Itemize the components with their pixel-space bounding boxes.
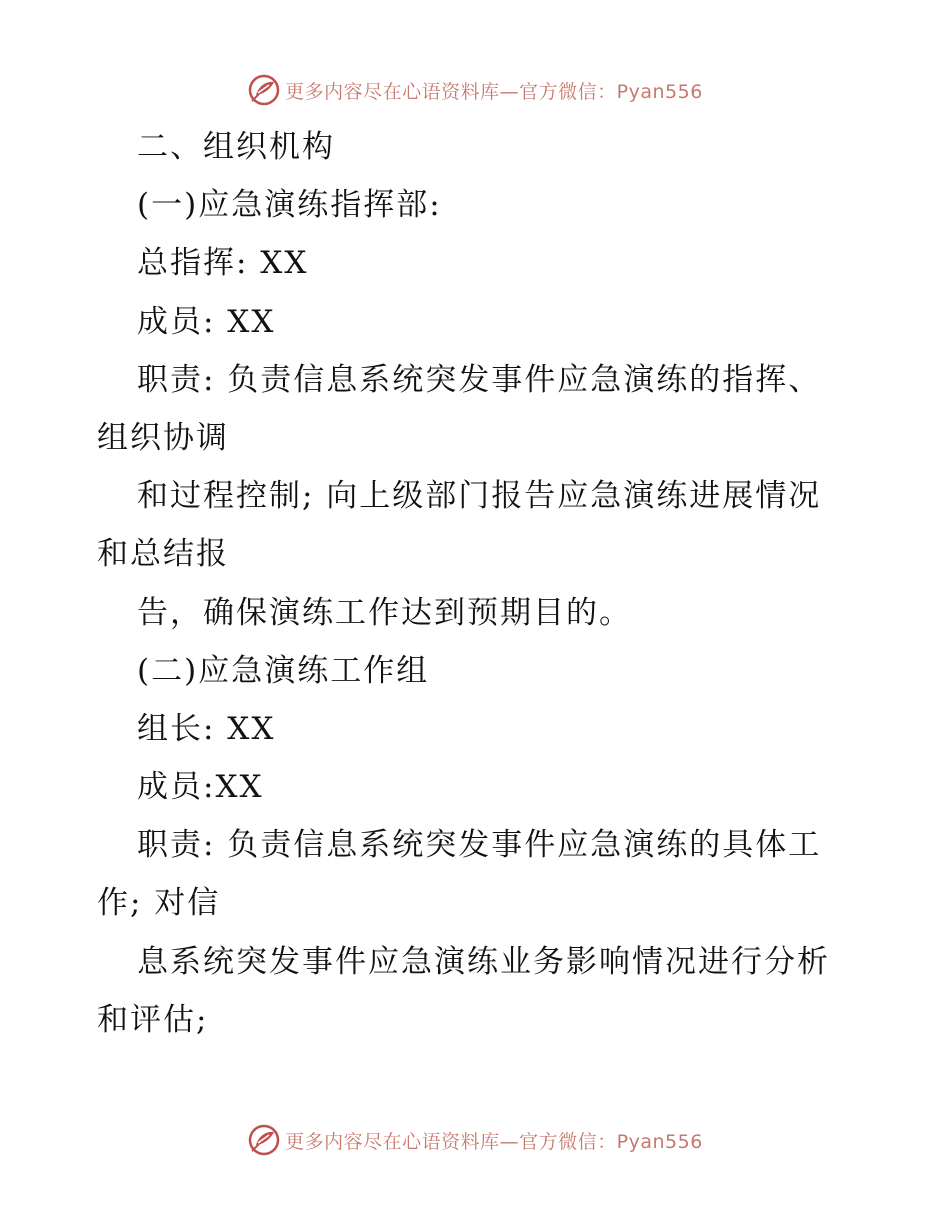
header-watermark-banner (0, 70, 950, 110)
subsection-heading: (二)应急演练工作组 (137, 652, 430, 689)
text-line: 告，确保演练工作达到预期目的。 (137, 594, 632, 631)
text-line: 成员: XX (137, 303, 276, 340)
text-line: 作; 对信 (97, 885, 221, 922)
leaf-seal-icon (247, 1123, 281, 1157)
text-line: 息系统突发事件应急演练业务影响情况进行分析 (137, 943, 830, 980)
text-line: 组织协调 (97, 419, 229, 456)
text-line: 职责: 负责信息系统突发事件应急演练的指挥、 (137, 361, 822, 398)
leaf-seal-icon (247, 73, 281, 107)
footer-watermark-banner (0, 1120, 950, 1160)
section-heading: 二、组织机构 (137, 129, 335, 165)
subsection-heading: (一)应急演练指挥部: (137, 187, 442, 224)
text-line: 组长: XX (137, 710, 276, 747)
watermark-text: 更多内容尽在心语资料库—官方微信：Pyan556 (285, 80, 703, 103)
watermark-text: 更多内容尽在心语资料库—官方微信：Pyan556 (285, 1130, 703, 1153)
text-line: 和过程控制; 向上级部门报告应急演练进展情况 (137, 478, 822, 515)
text-line: 和总结报 (97, 536, 229, 573)
text-line: 总指挥: XX (137, 245, 309, 282)
text-line: 和评估; (97, 1001, 209, 1038)
document-body (97, 118, 857, 1049)
text-line: 职责: 负责信息系统突发事件应急演练的具体工 (137, 827, 822, 864)
text-line: 成员:XX (137, 769, 264, 806)
